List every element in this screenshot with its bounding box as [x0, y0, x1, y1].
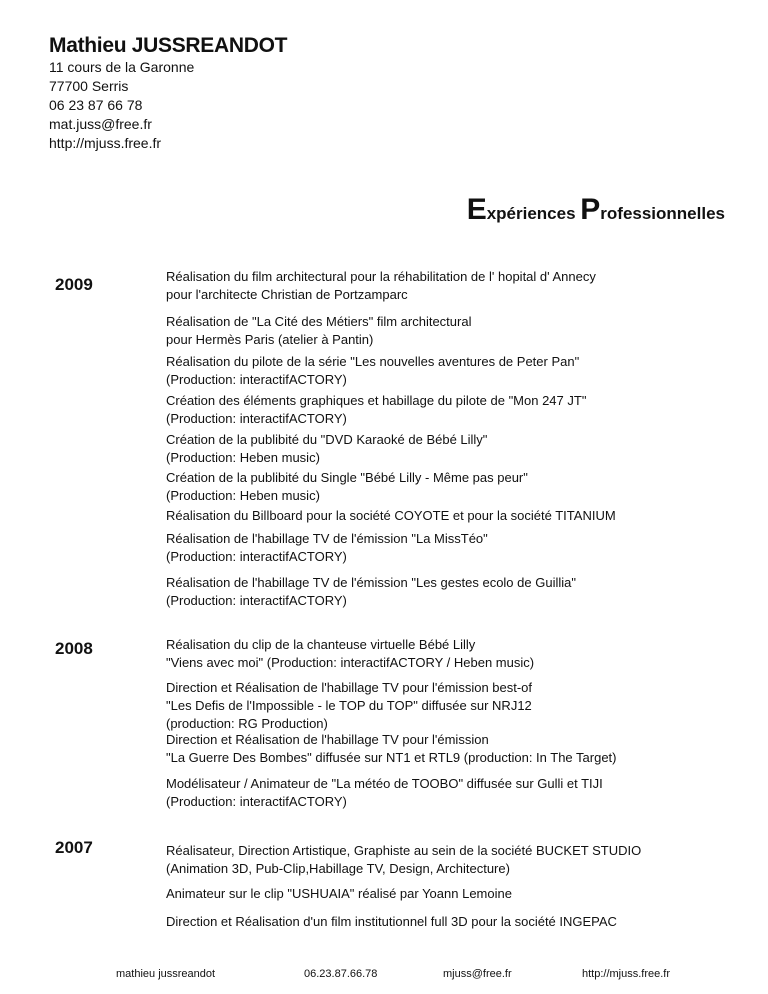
entry-line: Animateur sur le clip "USHUAIA" réalisé par Yoann Lemoine — [166, 886, 512, 901]
entry-line: Réalisation du film architectural pour la réhabilitation de l' hopital d' Annecy — [166, 269, 596, 284]
contact-block — [49, 58, 194, 153]
entry-line: (Production: interactifACTORY) — [166, 794, 347, 809]
entry-line: Direction et Réalisation de l'habillage TV pour l'émission — [166, 732, 489, 747]
experience-entry — [166, 507, 616, 525]
entry-line: Réalisation du clip de la chanteuse virtuelle Bébé Lilly — [166, 637, 476, 652]
entry-line: (Production: interactifACTORY) — [166, 593, 347, 608]
section-title-rest-2: rofessionnelles — [600, 204, 725, 223]
entry-line: Création de la publibité du "DVD Karaoké de Bébé Lilly" — [166, 432, 488, 447]
entry-line: Réalisation du pilote de la série "Les nouvelles aventures de Peter Pan" — [166, 354, 580, 369]
address-line-1: 11 cours de la Garonne — [49, 59, 195, 75]
experience-entry — [166, 775, 603, 811]
entry-line: Réalisation de l'habillage TV de l'émission "Les gestes ecolo de Guillia" — [166, 575, 576, 590]
entry-line: (Animation 3D, Pub-Clip,Habillage TV, Design, Architecture) — [166, 861, 510, 876]
entry-line: "Les Defis de l'Impossible - le TOP du TOP" diffusée sur NRJ12 — [166, 698, 532, 713]
experience-entry — [166, 842, 641, 878]
entry-line: Direction et Réalisation d'un film institutionnel full 3D pour la société INGEPAC — [166, 914, 617, 929]
year-label: 2009 — [55, 275, 93, 294]
entry-line: Réalisation du Billboard pour la société COYOTE et pour la société TITANIUM — [166, 508, 616, 523]
entry-line: (production: RG Production) — [166, 716, 328, 731]
experience-entry — [166, 636, 534, 672]
experience-entry — [166, 353, 579, 389]
experience-entry — [166, 392, 586, 428]
experience-entry — [166, 530, 488, 566]
entry-line: "La Guerre Des Bombes" diffusée sur NT1 et RTL9 (production: In The Target) — [166, 750, 617, 765]
experience-entry — [166, 313, 471, 349]
entry-line: (Production: interactifACTORY) — [166, 549, 347, 564]
year-label: 2007 — [55, 838, 93, 857]
entry-line: (Production: interactifACTORY) — [166, 372, 347, 387]
entry-line: Réalisateur, Direction Artistique, Graphiste au sein de la société BUCKET STUDIO — [166, 843, 642, 858]
footer-email[interactable]: mjuss@free.fr — [443, 968, 512, 980]
experience-entry — [166, 913, 617, 931]
entry-line: Création des éléments graphiques et habillage du pilote de "Mon 247 JT" — [166, 393, 587, 408]
section-title-initial-p: P — [580, 193, 601, 226]
experience-entry — [166, 431, 487, 467]
entry-line: (Production: Heben music) — [166, 450, 320, 465]
section-title — [467, 193, 725, 227]
experience-entry — [166, 679, 532, 733]
experience-entry — [166, 574, 576, 610]
entry-line: Modélisateur / Animateur de "La météo de TOOBO" diffusée sur Gulli et TIJI — [166, 776, 603, 791]
entry-line: Création de la publibité du Single "Bébé Lilly - Même pas peur" — [166, 470, 528, 485]
page-footer — [0, 968, 768, 988]
entry-line: "Viens avec moi" (Production: interactifACTORY / Heben music) — [166, 655, 535, 670]
entry-line: Réalisation de l'habillage TV de l'émission "La MissTéo" — [166, 531, 488, 546]
section-title-rest-1: xpériences — [486, 204, 581, 223]
website-link[interactable]: http://mjuss.free.fr — [49, 135, 162, 151]
footer-phone: 06.23.87.66.78 — [304, 968, 378, 980]
experience-entry — [166, 731, 617, 767]
footer-name: mathieu jussreandot — [116, 968, 216, 980]
entry-line: Réalisation de "La Cité des Métiers" film architectural — [166, 314, 472, 329]
experience-entry — [166, 469, 528, 505]
entry-line: (Production: interactifACTORY) — [166, 411, 347, 426]
section-title-initial-e: E — [466, 193, 487, 226]
entry-line: pour Hermès Paris (atelier à Pantin) — [166, 332, 374, 347]
experience-entry — [166, 268, 596, 304]
address-line-2: 77700 Serris — [49, 78, 129, 94]
entry-line: pour l'architecte Christian de Portzamparc — [166, 287, 408, 302]
person-name: Mathieu JUSSREANDOT — [49, 34, 288, 57]
email-link[interactable]: mat.juss@free.fr — [49, 116, 152, 132]
phone-number: 06 23 87 66 78 — [49, 97, 143, 113]
footer-website[interactable]: http://mjuss.free.fr — [582, 968, 671, 980]
year-label: 2008 — [55, 639, 93, 658]
entry-line: (Production: Heben music) — [166, 488, 320, 503]
experience-entry — [166, 885, 512, 903]
entry-line: Direction et Réalisation de l'habillage TV pour l'émission best-of — [166, 680, 533, 695]
